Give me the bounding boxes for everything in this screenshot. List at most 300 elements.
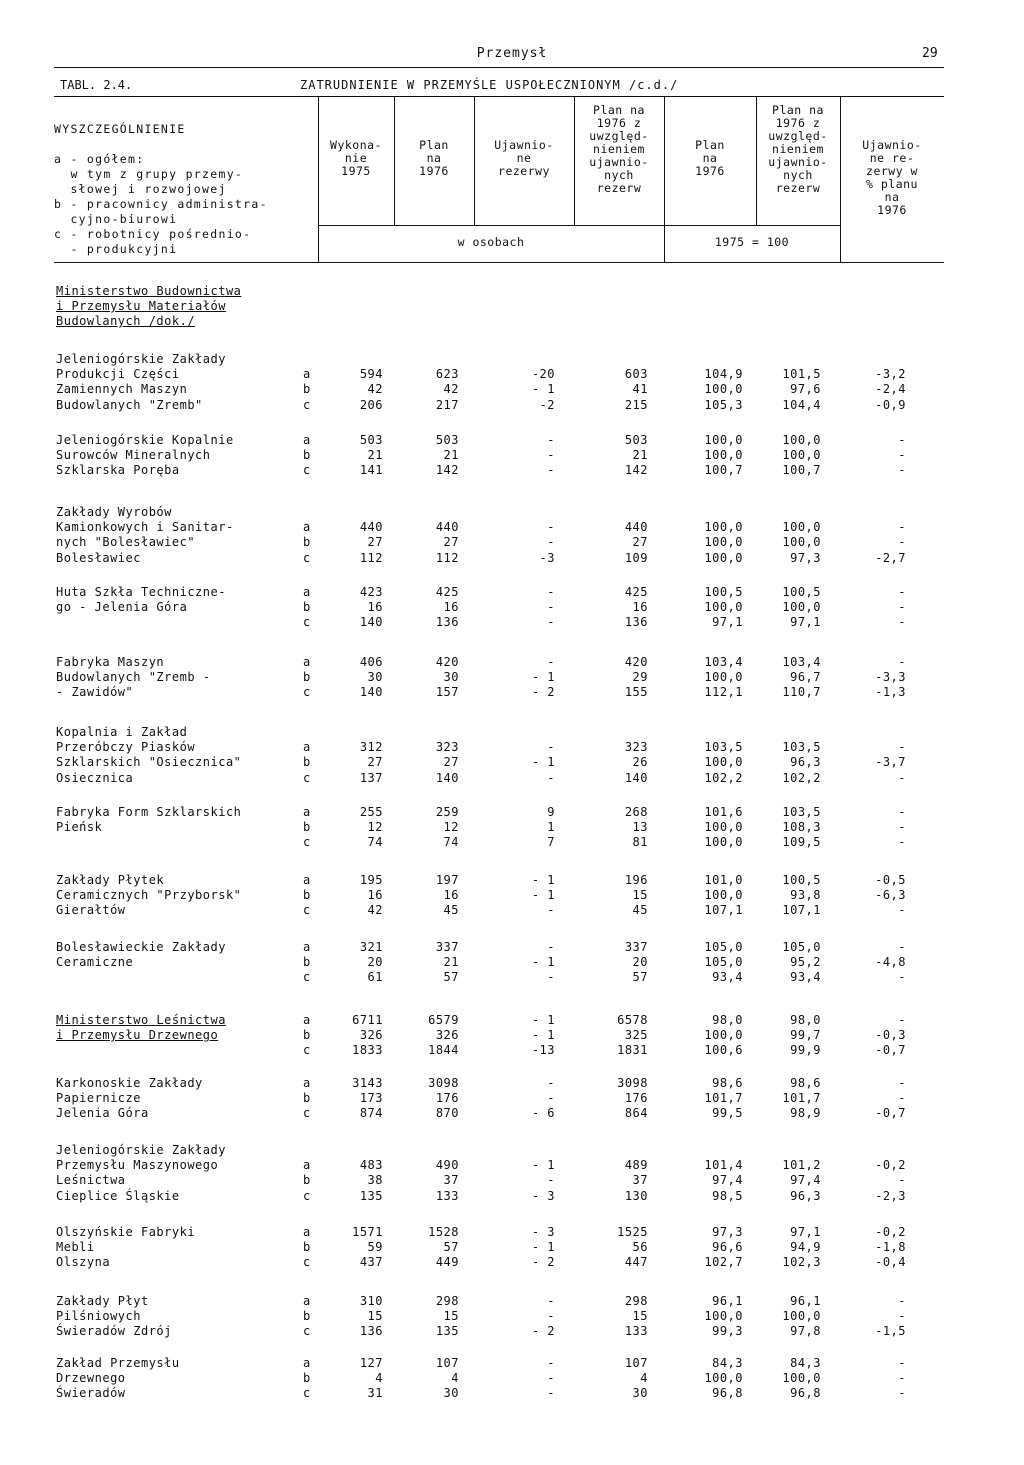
table-cell: - — [547, 1371, 555, 1386]
table-cell: 16 — [367, 600, 383, 615]
table-cell: - — [547, 1091, 555, 1106]
table-cell: 57 — [443, 1240, 459, 1255]
table-cell: 870 — [435, 1106, 459, 1121]
group-name-line: Bolesławieckie Zakłady — [56, 940, 226, 954]
table-cell: 99,3 — [712, 1324, 743, 1339]
table-cell: 109 — [624, 550, 648, 565]
table-cell: 93,4 — [790, 970, 821, 985]
row-letter: a — [303, 805, 311, 819]
table-cell: 155 — [624, 685, 648, 700]
group-name-line: Bolesławiec — [56, 550, 141, 565]
row-letter: b — [303, 600, 311, 615]
table-cell: 420 — [624, 655, 648, 669]
table-cell: -0,2 — [875, 1158, 906, 1173]
col-header-plan-1976: Plan na 1976 — [419, 138, 449, 178]
table-cell: - — [898, 1386, 906, 1401]
table-cell: 1844 — [428, 1043, 459, 1058]
table-cell: 84,3 — [790, 1356, 821, 1370]
row-letter: a — [303, 1158, 311, 1173]
table-cell: 57 — [443, 970, 459, 985]
table-cell: 489 — [624, 1158, 648, 1173]
table-cell: 326 — [435, 1028, 459, 1043]
stub-header: WYSZCZEGÓLNIENIE a - ogółem: w tym z grupy przemy- słowej i rozwojowej b - pracownicy administra- cyjno-biurowi c - robotnicy pośrednio- - produkcyjni — [54, 122, 268, 256]
table-cell: 100,5 — [782, 873, 821, 887]
table-cell: 109,5 — [782, 835, 821, 850]
table-cell: - — [547, 740, 555, 755]
table-cell: 100,0 — [782, 1309, 821, 1324]
table-cell: 27 — [632, 535, 648, 550]
row-letter: b — [303, 382, 311, 397]
table-cell: 215 — [624, 397, 648, 412]
group-name-line: i Przemysłu Materiałów — [56, 299, 226, 314]
table-cell: - 1 — [531, 382, 555, 397]
col-header-plan-index: Plan na 1976 — [695, 138, 725, 178]
table-cell: 100,6 — [704, 1043, 743, 1058]
row-letter: a — [303, 1356, 311, 1370]
table-cell: - — [547, 535, 555, 550]
row-letter: b — [303, 1028, 311, 1043]
table-cell: - — [898, 1173, 906, 1188]
table-cell: 603 — [624, 367, 648, 382]
table-cell: 140 — [359, 685, 383, 700]
group-name-line: nych "Bolesławiec" — [56, 535, 196, 550]
table-cell: 133 — [624, 1324, 648, 1339]
table-cell: - — [547, 448, 555, 463]
row-letter: b — [303, 1091, 311, 1106]
table-cell: 41 — [632, 382, 648, 397]
table-cell: 100,0 — [782, 600, 821, 615]
table-cell: - — [547, 655, 555, 669]
table-cell: - — [898, 615, 906, 630]
table-cell: 323 — [624, 740, 648, 755]
table-cell: 21 — [367, 448, 383, 463]
table-cell: -0,7 — [875, 1043, 906, 1058]
row-letter: c — [303, 903, 311, 918]
table-cell: 6711 — [352, 1013, 383, 1027]
table-cell: 133 — [435, 1188, 459, 1203]
table-cell: 95,2 — [790, 955, 821, 970]
table-cell: 100,0 — [704, 888, 743, 903]
table-cell: 96,1 — [790, 1294, 821, 1308]
table-cell: -2,4 — [875, 382, 906, 397]
group-name-line: Kopalnia i Zakład — [56, 725, 188, 739]
table-cell: 27 — [367, 535, 383, 550]
table-cell: 98,5 — [712, 1188, 743, 1203]
table-cell: 874 — [359, 1106, 383, 1121]
row-letter: c — [303, 835, 311, 850]
table-cell: 425 — [435, 585, 459, 599]
table-cell: - — [547, 770, 555, 785]
table-cell: 105,3 — [704, 397, 743, 412]
table-cell: 503 — [624, 433, 648, 447]
table-cell: 423 — [359, 585, 383, 599]
table-cell: 1 — [547, 820, 555, 835]
table-cell: 103,5 — [782, 740, 821, 755]
table-cell: -0,2 — [875, 1225, 906, 1239]
group-name-line: Ceramiczne — [56, 955, 134, 970]
table-cell: 6578 — [617, 1013, 648, 1027]
table-cell: 623 — [435, 367, 459, 382]
page-header-title: Przemysł — [476, 46, 548, 61]
table-cell: 15 — [367, 1309, 383, 1324]
group-name-line: Huta Szkła Techniczne- — [56, 585, 226, 599]
table-cell: - — [898, 940, 906, 954]
group-name-line: Jeleniogórskie Zakłady — [56, 1143, 226, 1157]
table-cell: 16 — [367, 888, 383, 903]
group-name-line: Ministerstwo Budownictwa — [56, 284, 242, 298]
table-cell: - — [898, 835, 906, 850]
table-cell: 176 — [435, 1091, 459, 1106]
table-cell: -13 — [531, 1043, 555, 1058]
table-cell: 130 — [624, 1188, 648, 1203]
table-cell: 98,0 — [712, 1013, 743, 1027]
table-cell: 197 — [435, 873, 459, 887]
table-cell: - — [898, 535, 906, 550]
table-cell: 449 — [435, 1255, 459, 1270]
table-cell: 97,4 — [712, 1173, 743, 1188]
table-cell: 483 — [359, 1158, 383, 1173]
table-cell: 112 — [435, 550, 459, 565]
group-name-line: Zakłady Wyrobów — [56, 505, 172, 519]
table-cell: 100,0 — [782, 1371, 821, 1386]
table-cell: 61 — [367, 970, 383, 985]
table-cell: - — [547, 585, 555, 599]
table-cell: 93,8 — [790, 888, 821, 903]
table-cell: - — [898, 655, 906, 669]
table-cell: -4,8 — [875, 955, 906, 970]
table-cell: 101,7 — [704, 1091, 743, 1106]
row-letter: c — [303, 970, 311, 985]
table-cell: - — [898, 600, 906, 615]
table-cell: 99,5 — [712, 1106, 743, 1121]
group-name-line: Budowlanych "Zremb" — [56, 397, 203, 412]
table-cell: 437 — [359, 1255, 383, 1270]
table-cell: - — [547, 1076, 555, 1090]
table-cell: 12 — [367, 820, 383, 835]
table-cell: 42 — [367, 903, 383, 918]
row-letter: b — [303, 1173, 311, 1188]
table-cell: 42 — [443, 382, 459, 397]
table-cell: - 6 — [531, 1106, 555, 1121]
row-letter: c — [303, 685, 311, 700]
table-cell: 104,9 — [704, 367, 743, 382]
table-cell: - 3 — [531, 1225, 555, 1239]
table-cell: 97,3 — [712, 1225, 743, 1239]
row-letter: b — [303, 1309, 311, 1324]
table-cell: - 3 — [531, 1188, 555, 1203]
table-cell: - 1 — [531, 755, 555, 770]
table-cell: - 1 — [531, 1240, 555, 1255]
table-cell: 195 — [359, 873, 383, 887]
table-cell: -0,9 — [875, 397, 906, 412]
table-cell: - — [898, 433, 906, 447]
row-letter: c — [303, 1386, 311, 1401]
table-cell: 100,0 — [704, 755, 743, 770]
row-letter: b — [303, 670, 311, 685]
group-name-line: Zakłady Płytek — [56, 873, 165, 887]
table-cell: 31 — [367, 1386, 383, 1401]
table-cell: 135 — [435, 1324, 459, 1339]
table-cell: 4 — [451, 1371, 459, 1386]
table-cell: 93,4 — [712, 970, 743, 985]
table-cell: 100,0 — [704, 433, 743, 447]
table-cell: 108,3 — [782, 820, 821, 835]
table-cell: 1831 — [617, 1043, 648, 1058]
table-cell: 16 — [443, 600, 459, 615]
row-letter: c — [303, 1043, 311, 1058]
table-cell: 30 — [443, 670, 459, 685]
table-cell: - 1 — [531, 873, 555, 887]
group-name-line: Jeleniogórskie Zakłady — [56, 352, 226, 366]
table-cell: - — [547, 463, 555, 478]
table-cell: 96,8 — [712, 1386, 743, 1401]
table-cell: 107 — [435, 1356, 459, 1370]
table-cell: - — [547, 615, 555, 630]
table-cell: 27 — [367, 755, 383, 770]
row-letter: c — [303, 550, 311, 565]
table-cell: 298 — [624, 1294, 648, 1308]
table-cell: 27 — [443, 755, 459, 770]
table-cell: 101,2 — [782, 1158, 821, 1173]
table-cell: - — [898, 1371, 906, 1386]
table-cell: 103,5 — [782, 805, 821, 819]
table-cell: 312 — [359, 740, 383, 755]
table-cell: - — [547, 940, 555, 954]
row-letter: b — [303, 755, 311, 770]
table-cell: 4 — [640, 1371, 648, 1386]
table-cell: -6,3 — [875, 888, 906, 903]
col-header-plan-z-rezerwami: Plan na 1976 z uwzględ- nieniem ujawnio- nych rezerw — [589, 103, 649, 195]
table-cell: 259 — [435, 805, 459, 819]
table-cell: - — [898, 970, 906, 985]
group-name-line: Ministerstwo Leśnictwa — [56, 1013, 226, 1027]
table-cell: - — [898, 1091, 906, 1106]
table-cell: -0,4 — [875, 1255, 906, 1270]
table-cell: 1833 — [352, 1043, 383, 1058]
table-cell: 38 — [367, 1173, 383, 1188]
table-cell: - — [547, 1309, 555, 1324]
table-cell: - 1 — [531, 888, 555, 903]
table-cell: 16 — [632, 600, 648, 615]
table-cell: 100,0 — [704, 600, 743, 615]
table-cell: 15 — [632, 1309, 648, 1324]
table-cell: 100,0 — [704, 1028, 743, 1043]
table-cell: - — [898, 1013, 906, 1027]
table-cell: 140 — [359, 615, 383, 630]
table-cell: 206 — [359, 397, 383, 412]
table-cell: 21 — [443, 448, 459, 463]
table-cell: 173 — [359, 1091, 383, 1106]
table-cell: 94,9 — [790, 1240, 821, 1255]
table-cell: 97,1 — [790, 1225, 821, 1239]
table-cell: 12 — [443, 820, 459, 835]
row-letter: c — [303, 615, 311, 630]
row-letter: a — [303, 585, 311, 599]
table-cell: 140 — [624, 770, 648, 785]
col-header-wykonanie: Wykona- nie 1975 — [330, 138, 382, 178]
table-cell: - 1 — [531, 1013, 555, 1027]
table-cell: 74 — [367, 835, 383, 850]
table-cell: 490 — [435, 1158, 459, 1173]
row-letter: a — [303, 520, 311, 535]
row-letter: b — [303, 888, 311, 903]
table-cell: 406 — [359, 655, 383, 669]
table-cell: 16 — [443, 888, 459, 903]
table-cell: - — [898, 448, 906, 463]
row-letter: b — [303, 955, 311, 970]
table-cell: -1,3 — [875, 685, 906, 700]
table-cell: - 2 — [531, 1324, 555, 1339]
group-name-line: Budowlanych /dok./ — [56, 314, 196, 329]
table-cell: - — [547, 1356, 555, 1370]
table-cell: 97,6 — [790, 382, 821, 397]
table-cell: - 2 — [531, 685, 555, 700]
table-cell: 310 — [359, 1294, 383, 1308]
table-cell: -3,3 — [875, 670, 906, 685]
group-name-line: Kamionkowych i Sanitar- — [56, 520, 234, 535]
table-cell: -2 — [539, 397, 555, 412]
table-cell: 37 — [443, 1173, 459, 1188]
group-name-line: Olszyńskie Fabryki — [56, 1225, 196, 1239]
table-cell: -0,3 — [875, 1028, 906, 1043]
col-header-rezerwy-procent: Ujawnio- ne re- zerwy w % planu na 1976 — [862, 138, 922, 217]
table-cell: 440 — [435, 520, 459, 535]
table-cell: - — [898, 585, 906, 599]
table-cell: 101,4 — [704, 1158, 743, 1173]
group-name-line: Karkonoskie Zakłady — [56, 1076, 203, 1090]
row-letter: a — [303, 940, 311, 954]
table-cell: 1528 — [428, 1225, 459, 1239]
table-cell: -3,7 — [875, 755, 906, 770]
row-letter: b — [303, 820, 311, 835]
table-cell: 1525 — [617, 1225, 648, 1239]
table-cell: 100,5 — [704, 585, 743, 599]
unit-persons: w osobach — [457, 235, 525, 249]
table-cell: 42 — [367, 382, 383, 397]
table-cell: -3,2 — [875, 367, 906, 382]
table-cell: 100,0 — [704, 820, 743, 835]
group-name-line: Mebli — [56, 1240, 95, 1255]
row-letter: c — [303, 463, 311, 478]
group-name-line: - Zawidów" — [56, 685, 134, 700]
table-cell: 105,0 — [704, 940, 743, 954]
table-cell: 112 — [359, 550, 383, 565]
table-cell: 110,7 — [782, 685, 821, 700]
row-letter: c — [303, 1188, 311, 1203]
table-cell: 96,7 — [790, 670, 821, 685]
table-cell: 176 — [624, 1091, 648, 1106]
table-label: TABL. 2.4. — [60, 78, 133, 92]
table-cell: - — [898, 903, 906, 918]
group-name-line: Pilśniowych — [56, 1309, 141, 1324]
table-cell: 104,4 — [782, 397, 821, 412]
group-name-line: Produkcji Części — [56, 367, 180, 382]
group-name-line: Gierałtów — [56, 903, 126, 918]
table-cell: 136 — [624, 615, 648, 630]
table-cell: 102,3 — [782, 1255, 821, 1270]
table-cell: 103,4 — [782, 655, 821, 669]
table-cell: 503 — [359, 433, 383, 447]
table-cell: 100,7 — [704, 463, 743, 478]
table-cell: 100,7 — [782, 463, 821, 478]
group-name-line: Przemysłu Maszynowego — [56, 1158, 219, 1173]
row-letter: c — [303, 1255, 311, 1270]
table-cell: - — [547, 1294, 555, 1308]
table-cell: -20 — [531, 367, 555, 382]
row-letter: b — [303, 448, 311, 463]
table-cell: 99,7 — [790, 1028, 821, 1043]
table-cell: - — [898, 740, 906, 755]
table-cell: -2,7 — [875, 550, 906, 565]
row-letter: a — [303, 1294, 311, 1308]
table-cell: 127 — [359, 1356, 383, 1370]
table-cell: - — [898, 1356, 906, 1370]
table-cell: 196 — [624, 873, 648, 887]
table-cell: 100,0 — [704, 1309, 743, 1324]
table-cell: 440 — [624, 520, 648, 535]
table-cell: 103,4 — [704, 655, 743, 669]
group-name-line: Szklarskich "Osiecznica" — [56, 755, 242, 770]
table-cell: 98,0 — [790, 1013, 821, 1027]
group-name-line: go - Jelenia Góra — [56, 600, 188, 615]
table-cell: -3 — [539, 550, 555, 565]
table-cell: - 1 — [531, 670, 555, 685]
table-cell: - — [547, 1386, 555, 1401]
table-cell: 74 — [443, 835, 459, 850]
table-cell: 3143 — [352, 1076, 383, 1090]
table-cell: - 1 — [531, 1028, 555, 1043]
table-cell: 137 — [359, 770, 383, 785]
table-cell: 97,3 — [790, 550, 821, 565]
table-cell: 100,0 — [704, 382, 743, 397]
table-cell: 84,3 — [712, 1356, 743, 1370]
table-cell: 447 — [624, 1255, 648, 1270]
table-cell: 100,0 — [704, 550, 743, 565]
table-cell: 98,6 — [790, 1076, 821, 1090]
row-letter: b — [303, 535, 311, 550]
table-cell: 864 — [624, 1106, 648, 1121]
row-letter: b — [303, 1371, 311, 1386]
table-cell: 325 — [624, 1028, 648, 1043]
table-cell: 323 — [435, 740, 459, 755]
row-letter: c — [303, 397, 311, 412]
table-cell: 100,0 — [704, 670, 743, 685]
table-cell: 96,8 — [790, 1386, 821, 1401]
group-name-line: Zakład Przemysłu — [56, 1356, 180, 1370]
table-cell: 268 — [624, 805, 648, 819]
col-header-plan-z-rezerwami-index: Plan na 1976 z uwzględ- nieniem ujawnio- nych rezerw — [768, 103, 828, 195]
row-letter: a — [303, 740, 311, 755]
table-cell: 29 — [632, 670, 648, 685]
table-cell: 141 — [359, 463, 383, 478]
table-cell: - — [547, 520, 555, 535]
table-cell: - — [898, 805, 906, 819]
table-cell: 96,3 — [790, 755, 821, 770]
table-title: ZATRUDNIENIE W PRZEMYŚLE USPOŁECZNIONYM /c.d./ — [300, 78, 679, 92]
group-name-line: Jelenia Góra — [56, 1106, 149, 1121]
group-name-line: Zakłady Płyt — [56, 1294, 149, 1308]
row-letter: a — [303, 1013, 311, 1027]
table-cell: 157 — [435, 685, 459, 700]
table-cell: 298 — [435, 1294, 459, 1308]
table-cell: 96,6 — [712, 1240, 743, 1255]
table-cell: 99,9 — [790, 1043, 821, 1058]
table-cell: 20 — [632, 955, 648, 970]
table-cell: 100,0 — [782, 433, 821, 447]
group-name-line: Surowców Mineralnych — [56, 448, 211, 463]
page-number: 29 — [922, 46, 938, 61]
table-cell: -0,7 — [875, 1106, 906, 1121]
